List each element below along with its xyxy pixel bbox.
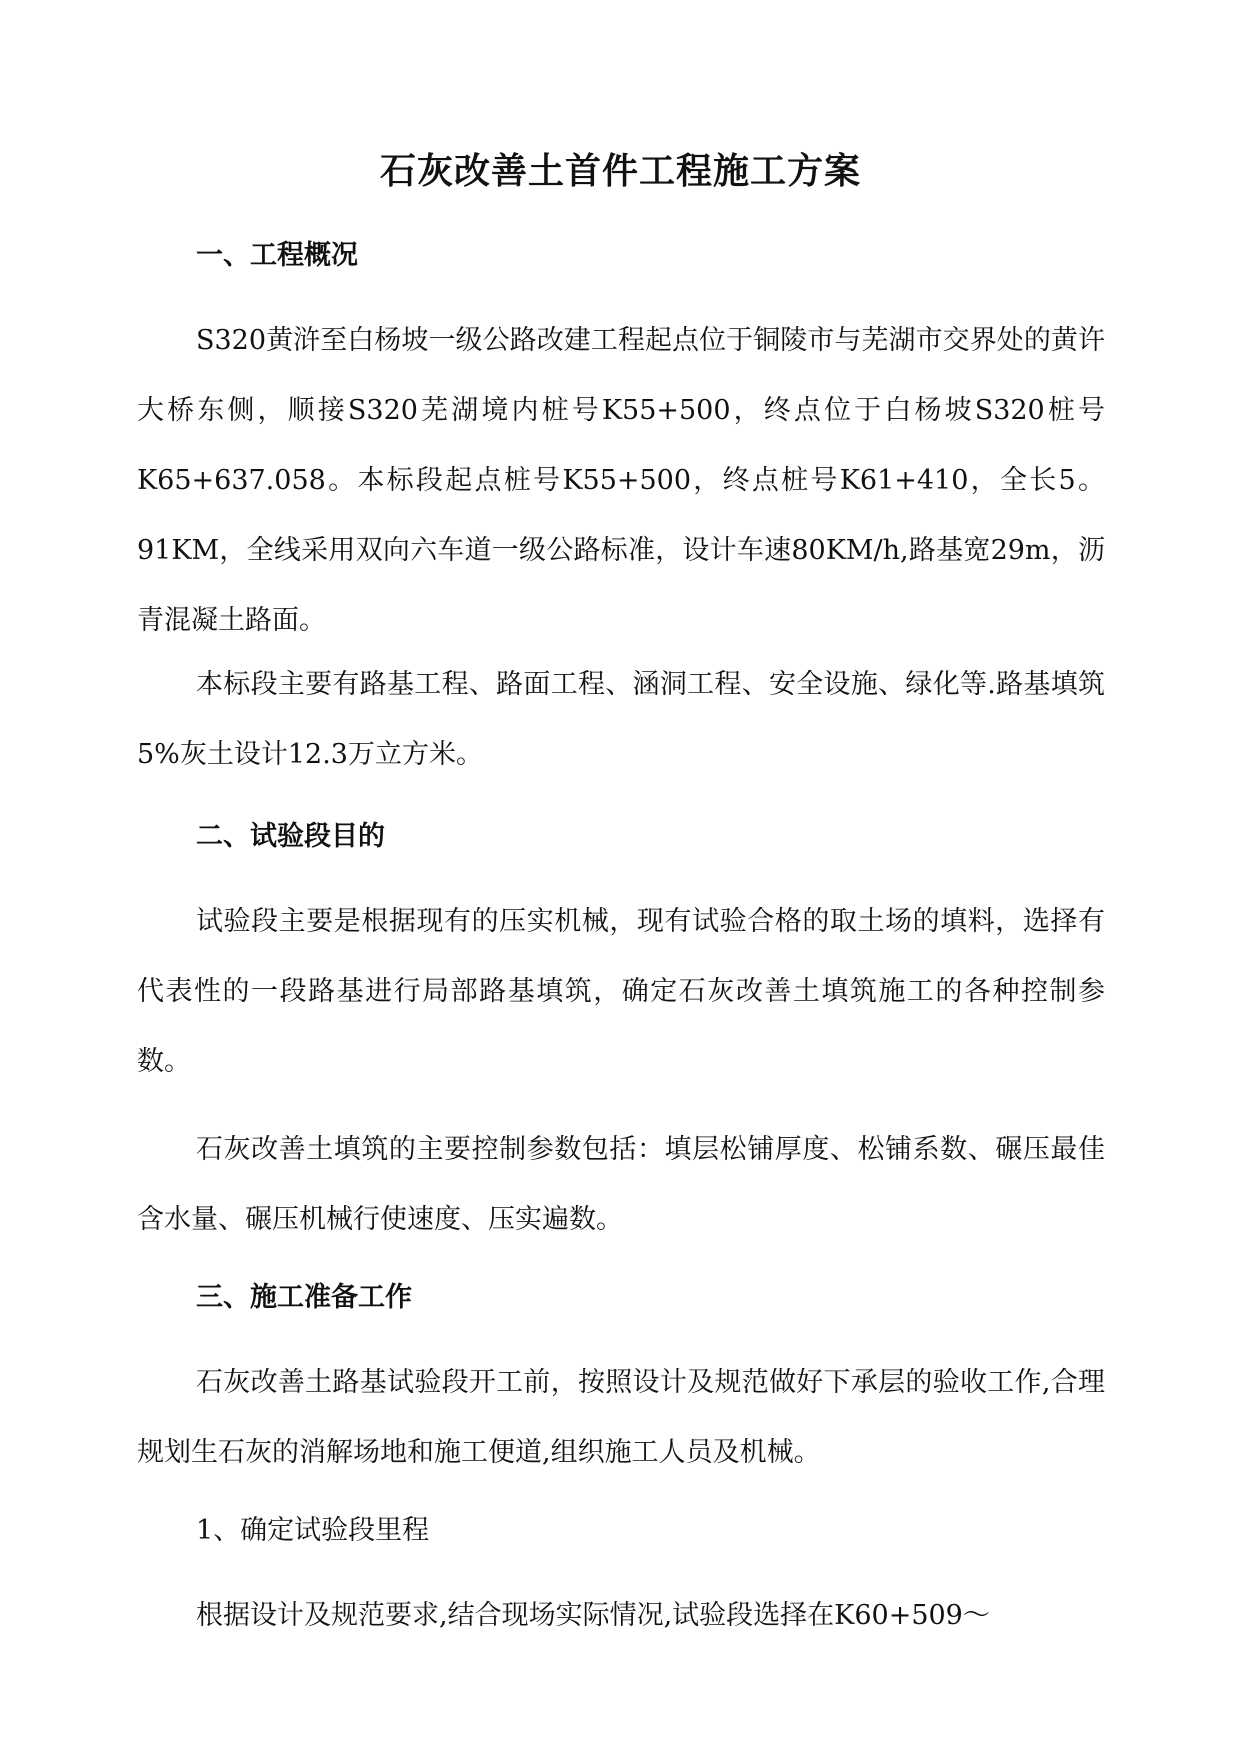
subheading-test-section-mileage: 1、确定试验段里程 (196, 1515, 430, 1546)
document-title: 石灰改善土首件工程施工方案 (379, 150, 861, 192)
paragraph-purpose-parameters: 石灰改善土填筑的主要控制参数包括：填层松铺厚度、松铺系数、碾压最佳含水量、碾压机械行使速度、压实遍数。 (137, 1134, 1105, 1235)
paragraph-test-section-location: 根据设计及规范要求,结合现场实际情况,试验段选择在K60+509～ (196, 1600, 990, 1631)
section-heading-preparation: 三、施工准备工作 (196, 1282, 412, 1313)
section-heading-overview: 一、工程概况 (196, 240, 358, 271)
paragraph-purpose-main: 试验段主要是根据现有的压实机械，现有试验合格的取土场的填料，选择有代表性的一段路基进行局部路基填筑，确定石灰改善土填筑施工的各种控制参数。 (137, 906, 1105, 1077)
paragraph-preparation-main: 石灰改善土路基试验段开工前，按照设计及规范做好下承层的验收工作,合理规划生石灰的消解场地和施工便道,组织施工人员及机械。 (137, 1367, 1105, 1468)
paragraph-overview-route: S320黄浒至白杨坡一级公路改建工程起点位于铜陵市与芜湖市交界处的黄许大桥东侧，顺接S320芜湖境内桩号K55+500，终点位于白杨坡S320桩号K65+637.058。本标段起点桩号K55+500，终点桩号K61+410，全长5。91KM，全线采用双向六车道一级公路标准，设计车速80KM/h,路基宽29m，沥青混凝土路面。 (137, 325, 1105, 636)
paragraph-overview-scope: 本标段主要有路基工程、路面工程、涵洞工程、安全设施、绿化等.路基填筑5%灰土设计12.3万立方米。 (137, 669, 1105, 770)
section-heading-purpose: 二、试验段目的 (196, 821, 385, 852)
